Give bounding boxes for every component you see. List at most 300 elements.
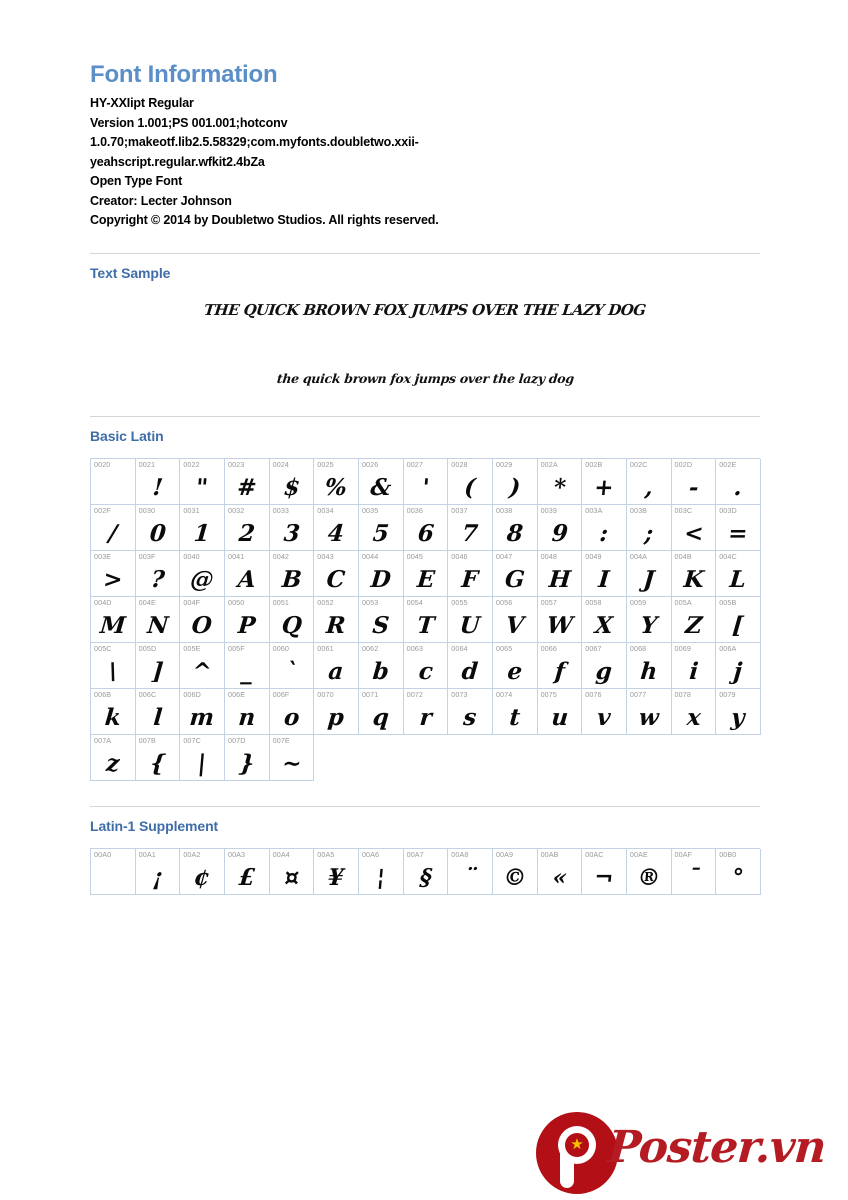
font-version-line-3: yeahscript.regular.wfkit2.4bZa (90, 154, 265, 169)
glyph-codepoint-label: 004A (629, 551, 648, 561)
glyph-codepoint-label: 0037 (451, 505, 468, 515)
glyph-cell (404, 643, 449, 689)
glyph-grid-basic-latin (90, 458, 760, 781)
glyph-codepoint-label: 003A (585, 505, 603, 515)
glyph-codepoint-label: 0051 (272, 597, 290, 607)
glyph-cell-empty (627, 735, 672, 781)
glyph-cell (314, 505, 359, 551)
glyph-cell (180, 459, 225, 505)
watermark-brand-text: Poster.vn (606, 1122, 828, 1173)
glyph-codepoint-label: 0050 (227, 597, 245, 607)
glyph-character: P (237, 611, 257, 639)
glyph-cell (672, 459, 717, 505)
glyph-cell (404, 459, 449, 505)
glyph-codepoint-label: 004C (719, 551, 737, 561)
glyph-character: ¥ (326, 863, 346, 891)
glyph-codepoint-label: 0072 (406, 689, 423, 699)
glyph-character: G (503, 565, 526, 593)
glyph-cell-empty (538, 735, 583, 781)
glyph-character: > (102, 565, 124, 593)
glyph-cell (91, 643, 136, 689)
glyph-cell (180, 597, 225, 643)
glyph-character: l (151, 703, 164, 731)
glyph-codepoint-label: 002B (585, 459, 603, 469)
glyph-character: ~ (280, 749, 303, 777)
glyph-codepoint-label: 005B (719, 597, 737, 607)
glyph-cell (270, 849, 315, 895)
glyph-cell (448, 849, 493, 895)
glyph-character: , (643, 473, 654, 501)
glyph-codepoint-label: 0024 (272, 459, 290, 469)
glyph-cell (538, 505, 583, 551)
glyph-cell-empty (716, 735, 761, 781)
glyph-cell (314, 849, 359, 895)
glyph-cell-empty (404, 735, 449, 781)
glyph-codepoint-label: 005D (138, 643, 157, 653)
glyph-character: : (598, 519, 610, 547)
glyph-cell (91, 689, 136, 735)
glyph-codepoint-label: 003F (138, 551, 156, 561)
glyph-character: 3 (282, 519, 301, 547)
glyph-codepoint-label: 0029 (495, 459, 513, 469)
glyph-cell (493, 459, 538, 505)
glyph-codepoint-label: 0064 (451, 643, 468, 653)
glyph-cell (270, 551, 315, 597)
glyph-cell (314, 643, 359, 689)
glyph-cell (627, 849, 672, 895)
glyph-character: d (460, 657, 480, 685)
glyph-character: * (552, 473, 567, 501)
glyph-codepoint-label: 0057 (540, 597, 557, 607)
glyph-cell (716, 643, 761, 689)
glyph-cell (314, 551, 359, 597)
glyph-character: \ (107, 657, 119, 685)
glyph-codepoint-label: 0056 (495, 597, 513, 607)
glyph-character: g (594, 657, 614, 685)
glyph-character: v (596, 703, 612, 731)
glyph-codepoint-label: 0053 (361, 597, 379, 607)
glyph-character: X (593, 611, 615, 639)
glyph-character: 8 (505, 519, 524, 547)
glyph-character: O (190, 611, 214, 639)
glyph-character: ` (284, 657, 299, 685)
glyph-codepoint-label: 0054 (406, 597, 423, 607)
glyph-codepoint-label: 0026 (361, 459, 379, 469)
glyph-character: I (597, 565, 611, 593)
glyph-cell (314, 689, 359, 735)
glyph-cell (270, 597, 315, 643)
font-copyright: Copyright © 2014 by Doubletwo Studios. All rights reserved. (90, 213, 439, 228)
glyph-codepoint-label: 0025 (317, 459, 334, 469)
glyph-cell (270, 643, 315, 689)
glyph-codepoint-label: 0027 (406, 459, 423, 469)
glyph-codepoint-label: 003C (674, 505, 693, 515)
glyph-codepoint-label: 00A5 (317, 849, 335, 859)
text-sample-block (90, 281, 760, 388)
glyph-codepoint-label: 0049 (585, 551, 602, 561)
font-type: Open Type Font (90, 174, 183, 189)
glyph-codepoint-label: 0044 (361, 551, 379, 561)
section-title-latin1-supplement: Latin-1 Supplement (90, 817, 219, 834)
glyph-character: w (637, 703, 660, 731)
glyph-codepoint-label: 0047 (495, 551, 513, 561)
glyph-cell (493, 505, 538, 551)
glyph-character: s (462, 703, 478, 731)
glyph-character: © (502, 863, 528, 891)
text-sample-lowercase: the quick brown fox jumps over the lazy dog (275, 370, 575, 386)
glyph-cell (136, 643, 181, 689)
glyph-codepoint-label: 007C (183, 735, 201, 745)
glyph-cell (225, 689, 270, 735)
glyph-codepoint-label: 0038 (495, 505, 513, 515)
glyph-character: + (593, 473, 615, 501)
glyph-character: 2 (237, 519, 257, 547)
glyph-cell (493, 643, 538, 689)
glyph-character: 6 (416, 519, 435, 547)
glyph-cell (270, 689, 315, 735)
glyph-character: y (730, 703, 746, 731)
glyph-cell (627, 643, 672, 689)
glyph-cell (180, 551, 225, 597)
glyph-codepoint-label: 0043 (317, 551, 334, 561)
glyph-cell (136, 551, 181, 597)
glyph-cell (314, 597, 359, 643)
glyph-character: Q (280, 611, 303, 639)
glyph-codepoint-label: 0079 (719, 689, 736, 699)
glyph-codepoint-label: 0042 (272, 551, 290, 561)
glyph-character: S (371, 611, 391, 639)
glyph-codepoint-label: 007A (94, 735, 112, 745)
glyph-cell (136, 459, 181, 505)
glyph-cell (538, 597, 583, 643)
glyph-codepoint-label: 006A (719, 643, 737, 653)
glyph-cell (91, 459, 136, 505)
glyph-character: @ (189, 565, 215, 593)
glyph-cell (627, 505, 672, 551)
glyph-character: z (105, 749, 121, 777)
glyph-character: ¡ (151, 863, 164, 891)
glyph-character: ; (643, 519, 655, 547)
poster-logo-icon (536, 1112, 618, 1194)
glyph-cell (180, 505, 225, 551)
glyph-codepoint-label: 007D (227, 735, 246, 745)
glyph-character: { (148, 749, 167, 777)
glyph-cell (627, 689, 672, 735)
glyph-character: u (549, 703, 569, 731)
font-family-name: HY-XXIipt Regular (90, 96, 194, 111)
glyph-codepoint-label: 0074 (495, 689, 513, 699)
logo-letter-p (558, 1126, 596, 1188)
glyph-cell (582, 505, 627, 551)
glyph-cell (448, 551, 493, 597)
glyph-codepoint-label: 00A8 (451, 849, 469, 859)
glyph-codepoint-label: 0021 (138, 459, 156, 469)
poster-vn-watermark (536, 1108, 836, 1196)
glyph-codepoint-label: 00A7 (406, 849, 424, 859)
glyph-character: " (195, 473, 210, 501)
glyph-character: Y (639, 611, 659, 639)
glyph-cell (448, 689, 493, 735)
glyph-cell (180, 849, 225, 895)
glyph-character: r (418, 703, 433, 731)
glyph-codepoint-label: 0065 (495, 643, 513, 653)
glyph-codepoint-label: 005C (94, 643, 112, 653)
glyph-character: 4 (326, 519, 346, 547)
glyph-cell (225, 505, 270, 551)
glyph-codepoint-label: 0071 (361, 689, 379, 699)
glyph-codepoint-label: 0078 (674, 689, 691, 699)
glyph-character: i (687, 657, 699, 685)
glyph-codepoint-label: 0055 (451, 597, 468, 607)
glyph-cell (359, 505, 404, 551)
glyph-cell (404, 551, 449, 597)
glyph-character: ( (463, 473, 477, 501)
glyph-codepoint-label: 0068 (629, 643, 647, 653)
glyph-codepoint-label: 004D (94, 597, 112, 607)
glyph-codepoint-label: 0060 (272, 643, 290, 653)
glyph-cell (359, 643, 404, 689)
glyph-character: T (415, 611, 436, 639)
glyph-codepoint-label: 007B (138, 735, 156, 745)
glyph-cell (404, 505, 449, 551)
glyph-codepoint-label: 0076 (585, 689, 602, 699)
glyph-character: N (145, 611, 170, 639)
glyph-character: e (506, 657, 524, 685)
glyph-cell (627, 459, 672, 505)
glyph-codepoint-label: 0022 (183, 459, 200, 469)
glyph-codepoint-label: 00AC (585, 849, 604, 859)
glyph-codepoint-label: 00A0 (94, 849, 112, 859)
glyph-codepoint-label: 0045 (406, 551, 423, 561)
glyph-codepoint-label: 0070 (317, 689, 334, 699)
font-version-line-1: Version 1.001;PS 001.001;hotconv (90, 115, 288, 130)
font-version-line-2: 1.0.70;makeotf.lib2.5.58329;com.myfonts.doubletwo.xxii- (90, 135, 419, 150)
glyph-cell (180, 689, 225, 735)
glyph-codepoint-label: 0048 (540, 551, 557, 561)
glyph-cell (448, 643, 493, 689)
glyph-character: # (236, 473, 258, 501)
glyph-codepoint-label: 006B (94, 689, 112, 699)
glyph-character: £ (237, 863, 257, 891)
glyph-codepoint-label: 003B (629, 505, 648, 515)
glyph-character: Z (683, 611, 703, 639)
glyph-character: n (237, 703, 257, 731)
glyph-codepoint-label: 00A2 (183, 849, 201, 859)
glyph-character: ¬ (593, 863, 615, 891)
glyph-codepoint-label: 0033 (272, 505, 290, 515)
glyph-cell-empty (448, 735, 493, 781)
glyph-codepoint-label: 002E (719, 459, 737, 469)
glyph-character: ¨ (463, 863, 478, 891)
glyph-character: 0 (148, 519, 167, 547)
glyph-codepoint-label: 0036 (406, 505, 423, 515)
glyph-character: k (103, 703, 123, 731)
glyph-character: B (280, 565, 303, 593)
glyph-cell (582, 459, 627, 505)
glyph-codepoint-label: 0077 (629, 689, 647, 699)
glyph-character: p (326, 703, 346, 731)
section-title-text-sample: Text Sample (90, 264, 171, 281)
glyph-character: D (369, 565, 392, 593)
glyph-cell (91, 505, 136, 551)
glyph-codepoint-label: 00AF (674, 849, 693, 859)
glyph-cell (136, 597, 181, 643)
glyph-character: o (282, 703, 301, 731)
glyph-cell (716, 597, 761, 643)
glyph-codepoint-label: 0028 (451, 459, 468, 469)
glyph-character: 5 (371, 519, 390, 547)
glyph-cell (716, 689, 761, 735)
glyph-codepoint-label: 0023 (227, 459, 245, 469)
glyph-character: 9 (550, 519, 569, 547)
glyph-codepoint-label: 006C (138, 689, 157, 699)
glyph-character: L (728, 565, 748, 593)
glyph-character: j (732, 657, 744, 685)
glyph-cell (91, 849, 136, 895)
glyph-codepoint-label: 006D (183, 689, 201, 699)
glyph-cell-empty (359, 735, 404, 781)
glyph-character: . (732, 473, 744, 501)
glyph-cell (582, 597, 627, 643)
glyph-cell (225, 551, 270, 597)
glyph-cell (136, 735, 181, 781)
glyph-codepoint-label: 00A3 (227, 849, 246, 859)
glyph-codepoint-label: 0040 (183, 551, 200, 561)
glyph-codepoint-label: 0059 (629, 597, 647, 607)
glyph-character: / (107, 519, 119, 547)
glyph-character: ¯ (686, 863, 701, 891)
text-sample-uppercase: THE QUICK BROWN FOX JUMPS OVER THE LAZY DOG (203, 300, 647, 319)
glyph-codepoint-label: 0032 (227, 505, 245, 515)
glyph-cell (493, 551, 538, 597)
glyph-cell (180, 735, 225, 781)
glyph-cell (270, 505, 315, 551)
glyph-cell-empty (314, 735, 359, 781)
glyph-character: V (504, 611, 525, 639)
glyph-character: [ (731, 611, 745, 639)
glyph-codepoint-label: 00A6 (361, 849, 380, 859)
glyph-codepoint-label: 0067 (585, 643, 602, 653)
glyph-character: F (460, 565, 480, 593)
glyph-codepoint-label: 005F (227, 643, 245, 653)
glyph-character: « (551, 863, 568, 891)
glyph-cell (538, 459, 583, 505)
glyph-codepoint-label: 005A (674, 597, 692, 607)
glyph-codepoint-label: 0061 (317, 643, 334, 653)
glyph-character: % (324, 473, 349, 501)
glyph-character: ¤ (282, 863, 300, 891)
glyph-cell (136, 849, 181, 895)
glyph-codepoint-label: 005E (183, 643, 201, 653)
glyph-codepoint-label: 004B (674, 551, 692, 561)
glyph-cell (404, 689, 449, 735)
glyph-cell (582, 551, 627, 597)
glyph-codepoint-label: 0030 (138, 505, 156, 515)
glyph-cell (448, 505, 493, 551)
glyph-codepoint-label: 0052 (317, 597, 334, 607)
glyph-cell (538, 643, 583, 689)
glyph-cell (91, 551, 136, 597)
glyph-cell-empty (672, 735, 717, 781)
glyph-cell (538, 551, 583, 597)
glyph-cell (716, 459, 761, 505)
glyph-codepoint-label: 0035 (361, 505, 379, 515)
glyph-character: ] (150, 657, 165, 685)
glyph-character: W (545, 611, 574, 639)
glyph-cell (538, 689, 583, 735)
glyph-character: < (682, 519, 705, 547)
glyph-cell (225, 459, 270, 505)
glyph-codepoint-label: 0031 (183, 505, 200, 515)
glyph-codepoint-label: 0058 (585, 597, 602, 607)
glyph-character: H (547, 565, 572, 593)
glyph-cell (672, 505, 717, 551)
glyph-character: & (369, 473, 393, 501)
glyph-character: f (553, 657, 566, 685)
glyph-cell (136, 689, 181, 735)
glyph-character: C (325, 565, 347, 593)
glyph-codepoint-label: 002C (629, 459, 648, 469)
glyph-codepoint-label: 002D (674, 459, 693, 469)
glyph-codepoint-label: 003D (719, 505, 737, 515)
glyph-character: ¢ (192, 863, 212, 891)
glyph-character: A (236, 565, 257, 593)
glyph-character: ' (420, 473, 431, 501)
font-creator: Creator: Lecter Johnson (90, 193, 232, 208)
glyph-cell (493, 689, 538, 735)
glyph-cell (404, 597, 449, 643)
glyph-character: h (639, 657, 659, 685)
glyph-codepoint-label: 0069 (674, 643, 691, 653)
glyph-character: E (415, 565, 436, 593)
glyph-character: t (508, 703, 522, 731)
glyph-cell (91, 735, 136, 781)
glyph-cell (672, 849, 717, 895)
glyph-character: K (682, 565, 705, 593)
glyph-cell (538, 849, 583, 895)
glyph-character: m (188, 703, 216, 731)
glyph-grid-latin1-supplement (90, 848, 760, 895)
glyph-cell (314, 459, 359, 505)
glyph-character: ° (731, 863, 745, 891)
glyph-codepoint-label: 00A4 (272, 849, 290, 859)
glyph-cell-empty (493, 735, 538, 781)
glyph-cell (225, 849, 270, 895)
glyph-cell (359, 597, 404, 643)
glyph-cell (672, 597, 717, 643)
glyph-character: $ (282, 473, 301, 501)
glyph-character: R (325, 611, 347, 639)
glyph-codepoint-label: 0062 (361, 643, 379, 653)
glyph-cell (627, 551, 672, 597)
glyph-cell (136, 505, 181, 551)
page-title: Font Information (90, 61, 278, 88)
glyph-character: c (417, 657, 434, 685)
glyph-cell (270, 735, 315, 781)
glyph-codepoint-label: 006F (272, 689, 290, 699)
glyph-codepoint-label: 00AE (629, 849, 648, 859)
glyph-character: 1 (192, 519, 212, 547)
glyph-character: ® (636, 863, 662, 891)
glyph-cell (225, 643, 270, 689)
glyph-codepoint-label: 0041 (227, 551, 245, 561)
glyph-character: M (98, 611, 127, 639)
glyph-codepoint-label: 004E (138, 597, 156, 607)
glyph-cell (448, 597, 493, 643)
glyph-codepoint-label: 0075 (540, 689, 557, 699)
glyph-cell (225, 735, 270, 781)
glyph-codepoint-label: 002F (94, 505, 111, 515)
